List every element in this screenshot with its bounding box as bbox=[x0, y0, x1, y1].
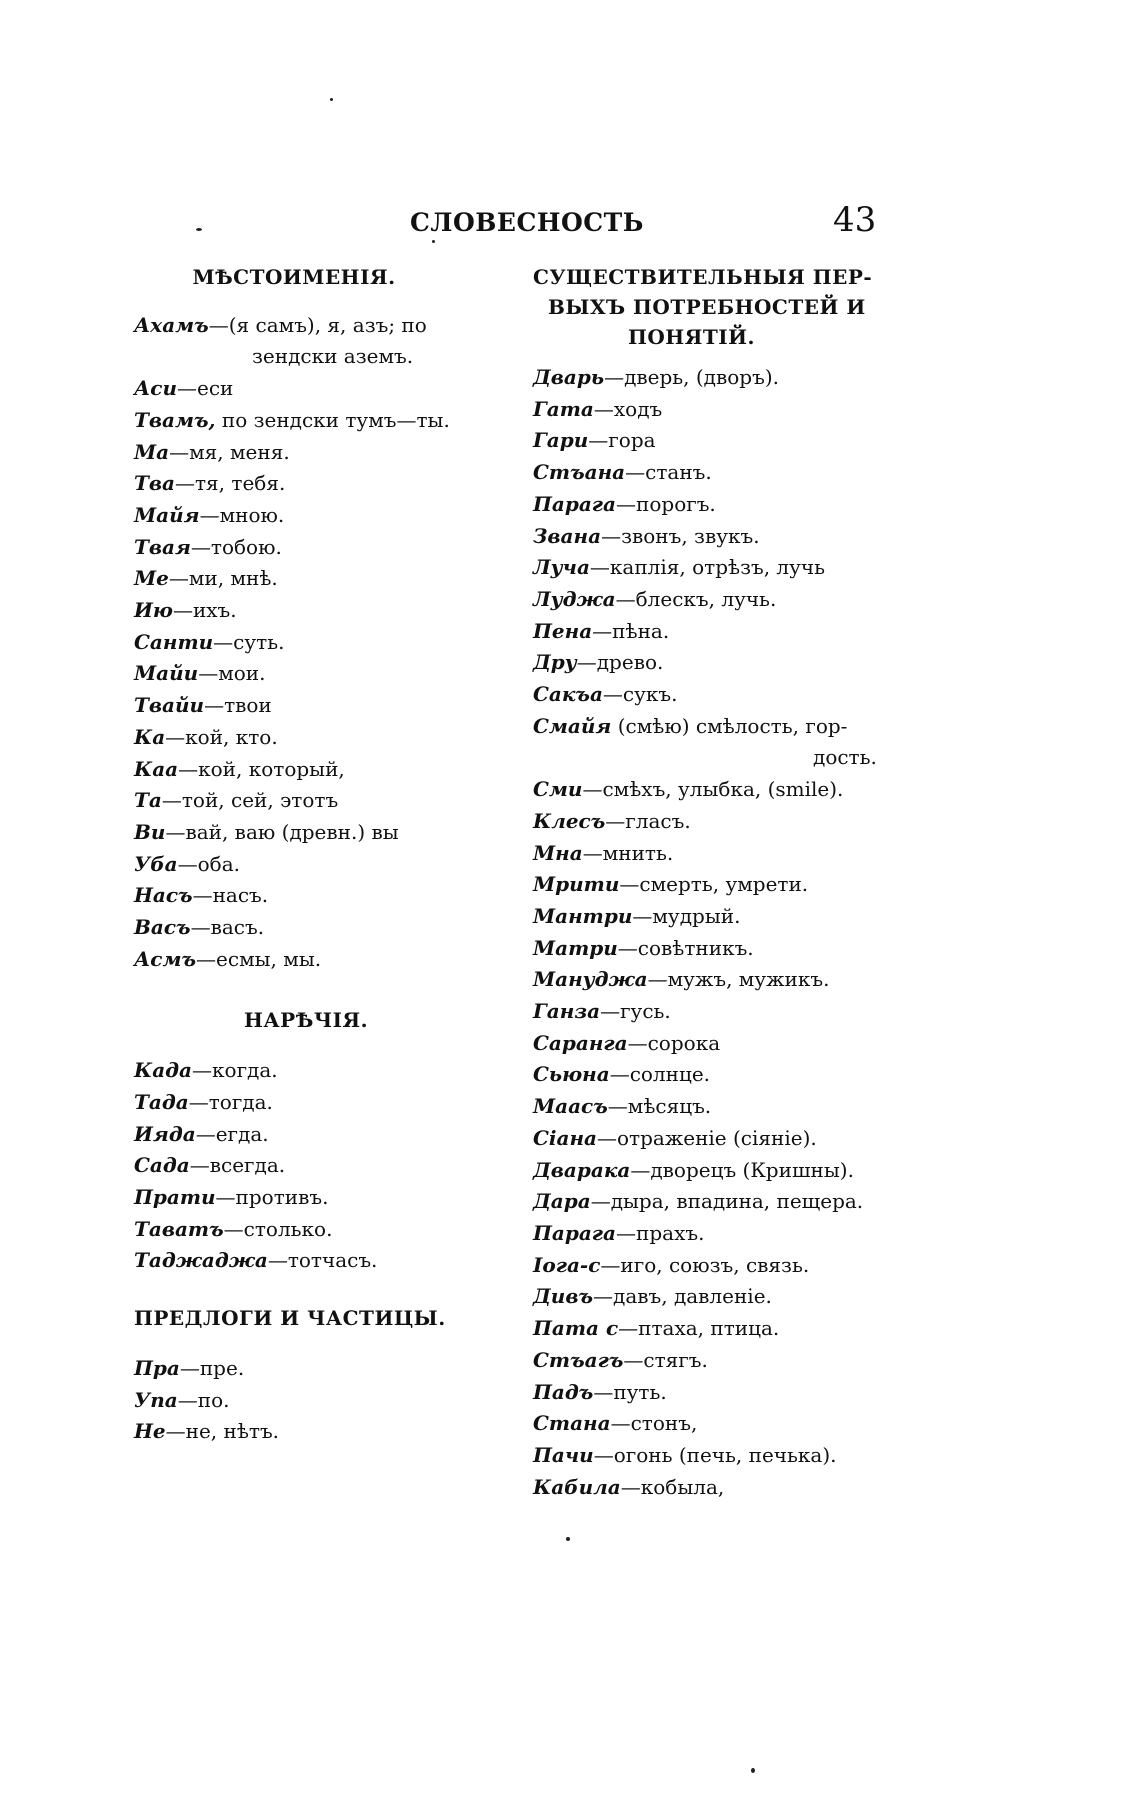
pronoun-entry bbox=[134, 595, 494, 627]
adverbs-heading: НАРѢЧІЯ. bbox=[244, 1008, 369, 1033]
noun-entry bbox=[533, 996, 878, 1028]
noun-entry-headword: Смайя bbox=[533, 713, 612, 738]
adverb-entry-headword: Прати bbox=[134, 1184, 216, 1209]
nouns-heading bbox=[533, 262, 878, 352]
noun-entry-headword: Мантри bbox=[533, 903, 633, 928]
preposition-entry bbox=[134, 1353, 494, 1385]
noun-entry bbox=[533, 869, 878, 901]
pronoun-entry-headword: Твамъ, bbox=[134, 407, 216, 432]
noun-entry-gloss: —блескъ, лучь. bbox=[615, 586, 777, 611]
noun-entry bbox=[533, 774, 878, 806]
pronoun-entry-gloss: —той, сей, этотъ bbox=[161, 788, 339, 813]
noun-entry-gloss: —пѣна. bbox=[592, 618, 670, 643]
noun-entry-gloss: —мудрый. bbox=[632, 903, 741, 928]
noun-entry bbox=[533, 1028, 878, 1060]
noun-entry bbox=[533, 1059, 878, 1091]
noun-entry-headword: Парага bbox=[533, 491, 617, 516]
noun-entry bbox=[533, 1281, 878, 1313]
adverb-entry bbox=[134, 1182, 494, 1214]
noun-entry-gloss: (смѣю) смѣлость, гор- bbox=[611, 713, 848, 738]
noun-entry-gloss: —порогъ. bbox=[616, 491, 716, 516]
noun-entry-headword: Звана bbox=[533, 523, 602, 548]
adverb-entry-gloss: —тогда. bbox=[188, 1089, 273, 1114]
noun-entry-headword: Пата с bbox=[533, 1316, 619, 1341]
noun-entry-headword: Сми bbox=[533, 777, 583, 802]
pronoun-entry-headword: Майя bbox=[134, 502, 200, 527]
noun-entry-gloss: —гусь. bbox=[600, 999, 671, 1024]
noun-entry-headword: Луджа bbox=[533, 586, 616, 611]
noun-entry-headword: Маасъ bbox=[533, 1094, 608, 1119]
pronoun-entry bbox=[134, 373, 494, 405]
noun-entry-headword: Сьюна bbox=[533, 1062, 610, 1087]
noun-entry-gloss: —кобыла, bbox=[620, 1474, 725, 1499]
pronoun-entry-gloss: —оба. bbox=[177, 851, 241, 876]
pronoun-entry-headword: Ка bbox=[134, 724, 166, 749]
noun-entry-headword: Кабила bbox=[533, 1474, 621, 1499]
pronoun-entry bbox=[134, 722, 494, 754]
nouns-list bbox=[533, 774, 878, 1503]
noun-entry-gloss: —стонъ, bbox=[610, 1411, 698, 1436]
noun-entry-headword: Дварь bbox=[533, 365, 605, 389]
adverb-entry-gloss: —егда. bbox=[195, 1121, 269, 1146]
noun-entry bbox=[533, 425, 878, 457]
noun-entry-gloss: —сукъ. bbox=[602, 682, 678, 707]
noun-entry bbox=[533, 362, 878, 394]
noun-entry bbox=[533, 1440, 878, 1472]
pronoun-entry-gloss: —мя, меня. bbox=[169, 439, 290, 464]
pronoun-entry-headword: Та bbox=[134, 788, 162, 813]
pronoun-entry-headword: Васъ bbox=[134, 915, 191, 940]
noun-entry-continuation: дость. bbox=[813, 745, 877, 770]
noun-entry-gloss: —смерть, умрети. bbox=[619, 872, 809, 897]
pronoun-entry-headword: Асмъ bbox=[134, 946, 197, 971]
pronoun-entry-gloss: —еси bbox=[177, 376, 234, 401]
preposition-entry-headword: Упа bbox=[134, 1387, 178, 1412]
noun-entry-headword: Парага bbox=[533, 1220, 617, 1245]
noun-entry bbox=[533, 521, 878, 553]
noun-entry-gloss: —отраженіе (сіяніе). bbox=[597, 1125, 817, 1150]
noun-entry-gloss: —гласъ. bbox=[605, 808, 691, 833]
pronouns-list bbox=[134, 373, 494, 975]
noun-entry bbox=[533, 711, 878, 743]
noun-entry bbox=[533, 1218, 878, 1250]
noun-entry-headword: Сакъа bbox=[533, 682, 603, 707]
noun-entry-headword: Дивъ bbox=[533, 1284, 593, 1309]
noun-entry bbox=[533, 1155, 878, 1187]
noun-entry-headword: Мануджа bbox=[533, 967, 648, 992]
pronoun-entry bbox=[134, 880, 494, 912]
noun-entry-gloss: —дыра, впадина, пещера. bbox=[590, 1189, 864, 1214]
noun-entry bbox=[533, 457, 878, 489]
noun-entry bbox=[533, 394, 878, 426]
noun-entry-gloss: —сорока bbox=[627, 1030, 721, 1055]
pronoun-entry-gloss: —насъ. bbox=[192, 883, 269, 908]
noun-entry-gloss: —смѣхъ, улыбка, (smile). bbox=[582, 777, 844, 802]
noun-entry-headword: Стана bbox=[533, 1411, 611, 1436]
noun-entry bbox=[533, 1377, 878, 1409]
noun-entry-gloss: —огонь (печь, печька). bbox=[593, 1442, 837, 1467]
noun-entry-gloss: —дверь, (дворъ). bbox=[604, 365, 779, 389]
noun-entry-headword: Гари bbox=[533, 428, 589, 453]
noun-entry-gloss: —прахъ. bbox=[616, 1220, 705, 1245]
noun-entry bbox=[533, 1091, 878, 1123]
pronoun-entry-gloss: по зендски тумъ—ты. bbox=[215, 407, 450, 432]
noun-entry bbox=[533, 584, 878, 616]
noun-entry-headword: Стъагъ bbox=[533, 1347, 624, 1372]
nouns-heading-line: СУЩЕСТВИТЕЛЬНЫЯ ПЕР- bbox=[533, 265, 873, 289]
pronoun-entry-gloss: —твои bbox=[204, 693, 272, 718]
noun-entry-gloss: —дворецъ (Кришны). bbox=[630, 1157, 854, 1182]
right-column bbox=[533, 262, 878, 1503]
pronoun-entry-headword: Ви bbox=[134, 819, 166, 844]
adverb-entry-headword: Сада bbox=[134, 1153, 190, 1178]
noun-entry-headword: Дварака bbox=[533, 1157, 631, 1182]
pronoun-entry: Ахамъ—(я самъ), я, азъ; по bbox=[134, 312, 427, 337]
noun-entry bbox=[533, 1408, 878, 1440]
noun-entry-headword: Ганза bbox=[533, 999, 601, 1024]
pronoun-entry bbox=[134, 912, 494, 944]
noun-entry bbox=[533, 616, 878, 648]
adverb-entry bbox=[134, 1055, 494, 1087]
running-title: СЛОВЕСНОСТЬ bbox=[410, 208, 644, 237]
pronoun-entry-gloss: —мною. bbox=[199, 502, 285, 527]
noun-entry-headword: Мна bbox=[533, 840, 583, 865]
adverb-entry-gloss: —столько. bbox=[223, 1216, 333, 1241]
pronouns-heading: МѢСТОИМЕНІЯ. bbox=[192, 265, 396, 289]
pronoun-entry bbox=[134, 627, 494, 659]
pronoun-entry-headword: Санти bbox=[134, 629, 214, 654]
pronoun-entry-headword: Ию bbox=[134, 598, 173, 623]
noun-entry-gloss: —птаха, птица. bbox=[618, 1316, 780, 1341]
pronoun-entry-gloss: —суть. bbox=[213, 629, 285, 654]
pronoun-entry-headword: Ма bbox=[134, 439, 170, 464]
noun-entry-gloss: —гора bbox=[588, 428, 656, 453]
adverb-entry-gloss: —когда. bbox=[192, 1058, 278, 1083]
pronoun-entry-gloss: —васъ. bbox=[190, 915, 265, 940]
noun-entry-headword: Падъ bbox=[533, 1379, 594, 1404]
prepositions-heading: ПРЕДЛОГИ И ЧАСТИЦЫ. bbox=[134, 1306, 446, 1331]
ink-speck bbox=[196, 228, 202, 231]
page-number: 43 bbox=[833, 200, 877, 240]
pronoun-entry bbox=[134, 817, 494, 849]
noun-entry-headword: Гата bbox=[533, 396, 594, 421]
nouns-heading-line: ПОНЯТІЙ. bbox=[628, 325, 755, 349]
noun-entry-headword: Матри bbox=[533, 935, 618, 960]
adverb-entry bbox=[134, 1087, 494, 1119]
pronoun-entry bbox=[134, 437, 494, 469]
pronoun-entry-gloss: —ми, мнѣ. bbox=[168, 566, 278, 591]
adverb-entry-headword: Таджаджа bbox=[134, 1248, 268, 1273]
ink-speck bbox=[432, 240, 435, 243]
adverbs-list bbox=[134, 1055, 494, 1277]
pronoun-entry-gloss: —вай, ваю (древн.) вы bbox=[165, 819, 399, 844]
pronoun-entry-gloss: —кой, кто. bbox=[165, 724, 278, 749]
pronoun-entry-gloss: —ихъ. bbox=[172, 598, 237, 623]
noun-entry-gloss: —стягъ. bbox=[623, 1347, 708, 1372]
preposition-entry-headword: Пра bbox=[134, 1355, 180, 1380]
pronoun-entry bbox=[134, 754, 494, 786]
nouns-list bbox=[533, 362, 878, 742]
adverb-entry-headword: Када bbox=[134, 1058, 193, 1083]
pronoun-entry-headword: Майи bbox=[134, 661, 199, 686]
noun-entry-headword: Пена bbox=[533, 618, 593, 643]
adverb-entry-headword: Таватъ bbox=[134, 1216, 224, 1241]
noun-entry-headword: Клесъ bbox=[533, 808, 606, 833]
pronoun-entry-headword: Каа bbox=[134, 756, 179, 781]
noun-entry bbox=[533, 489, 878, 521]
noun-entry bbox=[533, 1313, 878, 1345]
pronoun-entry bbox=[134, 785, 494, 817]
noun-entry-gloss: —давъ, давленіе. bbox=[593, 1284, 772, 1309]
pronoun-entry bbox=[134, 532, 494, 564]
noun-entry bbox=[533, 806, 878, 838]
preposition-entry-gloss: —пре. bbox=[179, 1355, 245, 1380]
pronoun-entry bbox=[134, 563, 494, 595]
noun-entry bbox=[533, 901, 878, 933]
pronoun-entry-headword: Аси bbox=[134, 376, 178, 401]
adverb-entry-gloss: —тотчасъ. bbox=[267, 1248, 378, 1273]
pronoun-entry-gloss: —тя, тебя. bbox=[174, 471, 286, 496]
noun-entry bbox=[533, 1472, 878, 1504]
pronoun-entry bbox=[134, 944, 494, 976]
noun-entry-headword: Дара bbox=[533, 1189, 591, 1214]
pronoun-entry bbox=[134, 500, 494, 532]
pronoun-entry-gloss: —мои. bbox=[198, 661, 266, 686]
noun-entry bbox=[533, 1186, 878, 1218]
pronoun-entry bbox=[134, 690, 494, 722]
adverb-entry bbox=[134, 1214, 494, 1246]
noun-entry-gloss: —ходъ bbox=[593, 396, 663, 421]
noun-entry-headword: Стъана bbox=[533, 460, 626, 485]
adverb-entry-gloss: —всегда. bbox=[189, 1153, 286, 1178]
noun-entry-gloss: —звонъ, звукъ. bbox=[601, 523, 760, 548]
adverb-entry-headword: Ияда bbox=[134, 1121, 196, 1146]
noun-entry bbox=[533, 964, 878, 996]
noun-entry-headword: Луча bbox=[533, 555, 590, 580]
noun-entry bbox=[533, 1250, 878, 1282]
adverb-entry bbox=[134, 1245, 494, 1277]
noun-entry-gloss: —иго, союзъ, связь. bbox=[600, 1252, 810, 1277]
prepositions-list bbox=[134, 1353, 494, 1448]
ink-speck bbox=[330, 98, 333, 101]
noun-entry bbox=[533, 647, 878, 679]
preposition-entry-headword: Не bbox=[134, 1419, 166, 1444]
ink-speck bbox=[566, 1537, 570, 1541]
noun-entry-headword: Мрити bbox=[533, 872, 620, 897]
noun-entry-gloss: —совѣтникъ. bbox=[617, 935, 754, 960]
noun-entry-gloss: —солнце. bbox=[609, 1062, 711, 1087]
pronoun-entry bbox=[134, 405, 494, 437]
noun-entry bbox=[533, 552, 878, 584]
adverb-entry bbox=[134, 1150, 494, 1182]
pronoun-entry-continuation: зендски аземъ. bbox=[252, 344, 414, 369]
pronoun-entry-headword: Тва bbox=[134, 471, 175, 496]
pronoun-entry bbox=[134, 849, 494, 881]
pronoun-entry-headword: Насъ bbox=[134, 883, 193, 908]
noun-entry bbox=[533, 838, 878, 870]
noun-entry-gloss: —древо. bbox=[576, 650, 664, 675]
pronoun-entry-headword: Уба bbox=[134, 851, 178, 876]
pronoun-entry-gloss: —кой, который, bbox=[178, 756, 345, 781]
noun-entry-gloss: —каплія, отрѣзъ, лучь bbox=[589, 555, 825, 580]
left-column bbox=[134, 262, 494, 1448]
preposition-entry-gloss: —по. bbox=[177, 1387, 230, 1412]
noun-entry-gloss: —мнить. bbox=[582, 840, 674, 865]
pronoun-entry-gloss: —есмы, мы. bbox=[196, 946, 322, 971]
pronoun-entry-headword: Ме bbox=[134, 566, 169, 591]
pronoun-entry-headword: Твая bbox=[134, 534, 191, 559]
noun-entry-headword: Саранга bbox=[533, 1030, 628, 1055]
noun-entry bbox=[533, 933, 878, 965]
noun-entry-headword: Іога-с bbox=[533, 1252, 601, 1277]
noun-entry bbox=[533, 1123, 878, 1155]
noun-entry-headword: Сіана bbox=[533, 1125, 598, 1150]
pronoun-entry bbox=[134, 468, 494, 500]
noun-entry bbox=[533, 679, 878, 711]
preposition-entry-gloss: —не, нѣтъ. bbox=[165, 1419, 280, 1444]
nouns-heading-line: ВЫХЪ ПОТРЕБНОСТЕЙ И bbox=[548, 295, 866, 319]
noun-entry-gloss: —станъ. bbox=[625, 460, 712, 485]
adverb-entry-headword: Тада bbox=[134, 1089, 189, 1114]
noun-entry-gloss: —путь. bbox=[593, 1379, 667, 1404]
pronoun-entry-gloss: —тобою. bbox=[190, 534, 282, 559]
adverb-entry bbox=[134, 1119, 494, 1151]
noun-entry bbox=[533, 1345, 878, 1377]
noun-entry-headword: Дру bbox=[533, 650, 577, 675]
adverb-entry-gloss: —противъ. bbox=[215, 1184, 329, 1209]
preposition-entry bbox=[134, 1385, 494, 1417]
pronoun-entry bbox=[134, 658, 494, 690]
noun-entry-headword: Пачи bbox=[533, 1442, 594, 1467]
pronoun-entry-headword: Твайи bbox=[134, 693, 205, 718]
ink-speck bbox=[751, 1768, 755, 1773]
noun-entry-gloss: —мѣсяцъ. bbox=[607, 1094, 712, 1119]
noun-entry-gloss: —мужъ, мужикъ. bbox=[647, 967, 830, 992]
preposition-entry bbox=[134, 1416, 494, 1448]
